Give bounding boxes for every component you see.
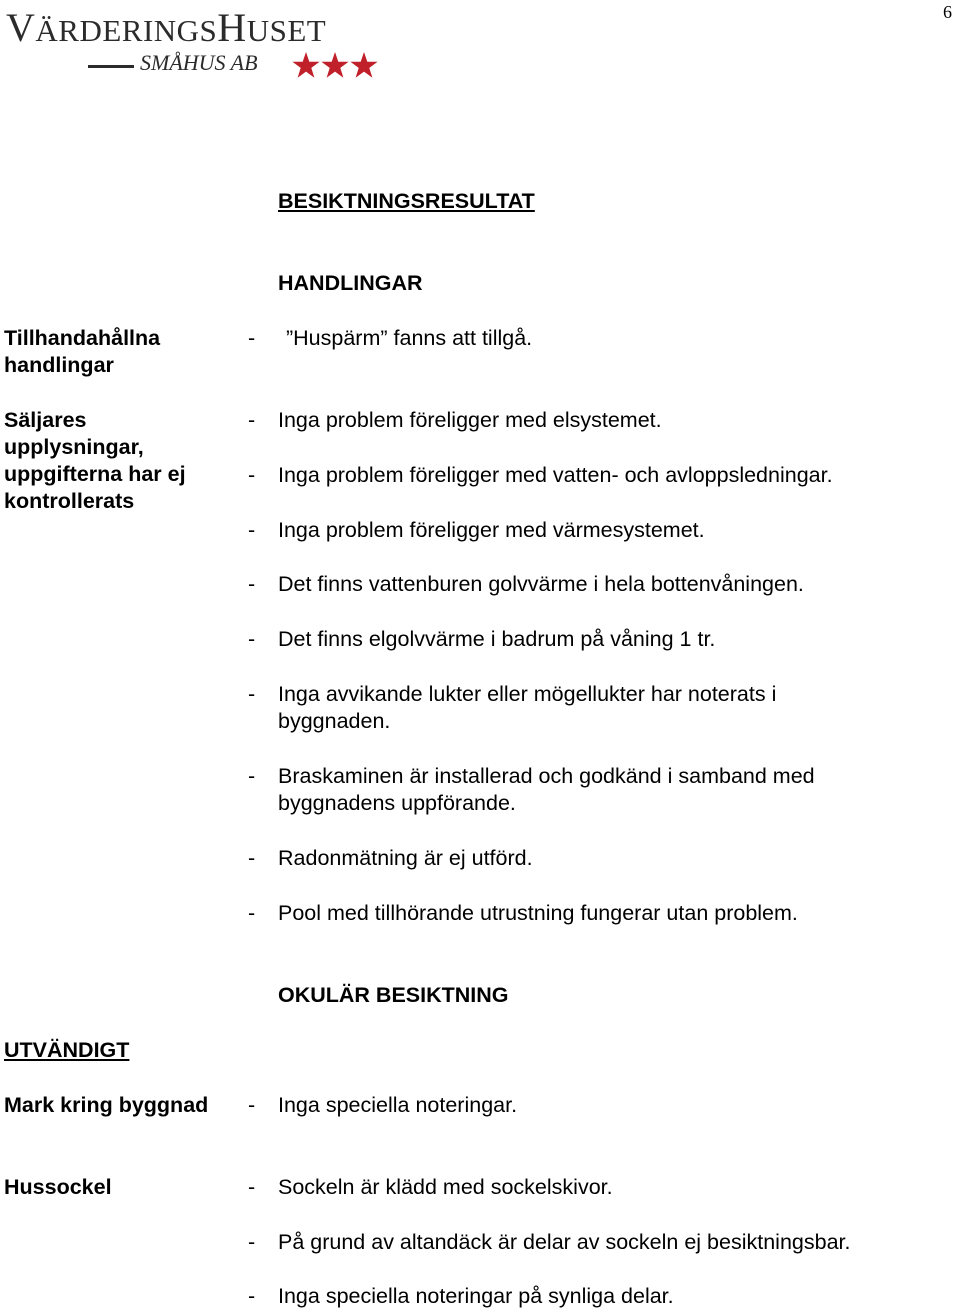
label-tillhandahallna-handlingar: Tillhandahållna handlingar: [4, 326, 161, 377]
logo-subtitle: SMÅHUS AB: [140, 50, 258, 75]
company-logo: [6, 4, 386, 84]
page-title: BESIKTNINGSRESULTAT: [278, 189, 535, 213]
bullet-dash: -: [248, 901, 256, 925]
list-item: ”Huspärm” fanns att tillgå.: [286, 326, 533, 350]
list-item: Pool med tillhörande utrustning fungerar utan problem.: [278, 901, 798, 925]
label-saljares-upplysningar: Säljares upplysningar, uppgifterna har ej kontrollerats: [4, 408, 186, 513]
bullet-dash: -: [248, 326, 256, 350]
bullet-dash: -: [248, 1175, 256, 1199]
label-mark-kring-byggnad: Mark kring byggnad: [4, 1093, 209, 1117]
list-item: Det finns vattenburen golvvärme i hela bottenvåningen.: [278, 572, 804, 596]
list-item: Inga speciella noteringar.: [278, 1093, 518, 1117]
star-icon: [321, 52, 348, 78]
list-item: Braskaminen är installerad och godkänd i samband med byggnadens uppförande.: [278, 764, 815, 815]
bullet-dash: -: [248, 627, 256, 651]
list-item: Inga speciella noteringar på synliga delar.: [278, 1284, 674, 1308]
bullet-dash: -: [248, 682, 256, 706]
list-item: Inga problem föreligger med vatten- och avloppsledningar.: [278, 463, 833, 487]
bullet-dash: -: [248, 1230, 256, 1254]
logo-rule: [88, 65, 134, 68]
list-item: Inga problem föreligger med värmesystemet.: [278, 518, 705, 542]
bullet-dash: -: [248, 463, 256, 487]
section-heading-okular-besiktning: OKULÄR BESIKTNING: [278, 983, 509, 1007]
list-item: Det finns elgolvvärme i badrum på våning 1 tr.: [278, 627, 716, 651]
label-hussockel: Hussockel: [4, 1175, 112, 1199]
list-item: Sockeln är klädd med sockelskivor.: [278, 1175, 613, 1199]
page-number: 6: [943, 2, 952, 22]
logo-stars-icon: [292, 50, 380, 84]
star-icon: [292, 52, 319, 78]
bullet-dash: -: [248, 408, 256, 432]
list-item: Radonmätning är ej utförd.: [278, 846, 533, 870]
bullet-dash: -: [248, 1093, 256, 1117]
list-item: Inga avvikande lukter eller mögellukter har noterats i byggnaden.: [278, 682, 777, 733]
star-icon: [350, 52, 377, 78]
list-item: Inga problem föreligger med elsystemet.: [278, 408, 662, 432]
section-heading-handlingar: HANDLINGAR: [278, 271, 423, 295]
bullet-dash: -: [248, 518, 256, 542]
bullet-dash: -: [248, 1284, 256, 1308]
bullet-dash: -: [248, 764, 256, 788]
list-item: På grund av altandäck är delar av sockeln ej besiktningsbar.: [278, 1230, 851, 1254]
subsection-heading-utvandigt: UTVÄNDIGT: [4, 1038, 130, 1062]
logo-wordmark: VÄRDERINGSHUSET: [6, 5, 327, 50]
bullet-dash: -: [248, 846, 256, 870]
bullet-dash: -: [248, 572, 256, 596]
